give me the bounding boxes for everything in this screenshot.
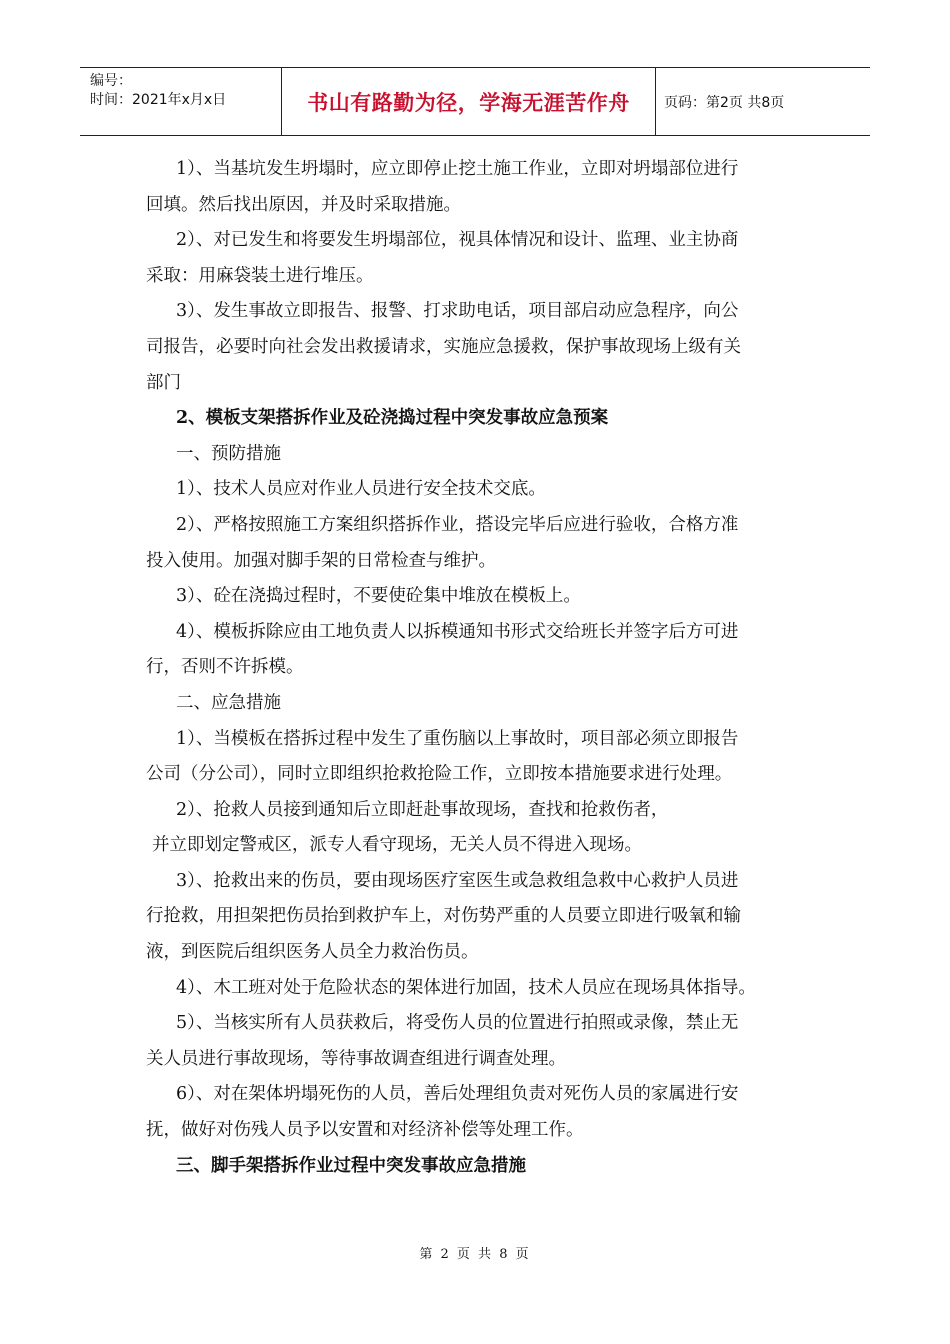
body-text-line: 1）、当基坑发生坍塌时，应立即停止挖土施工作业，立即对坍塌部位进行 — [176, 159, 739, 179]
body-text-line: 部门 — [146, 372, 181, 393]
header-page-info: 页码：第2页 共8页 — [664, 94, 785, 111]
section-heading: 三、脚手架搭拆作业过程中突发事故应急措施 — [176, 1155, 526, 1176]
header-motto: 书山有路勤为径，学海无涯苦作舟 — [282, 68, 656, 135]
body-text-line: 4）、模板拆除应由工地负责人以拆模通知书形式交给班长并签字后方可进 — [176, 621, 739, 642]
body-text-line: 2）、对已发生和将要发生坍塌部位，视具体情况和设计、监理、业主协商 — [176, 230, 739, 251]
body-text-line: 采取：用麻袋装土进行堆压。 — [146, 265, 374, 286]
section-heading: 2、模板支架搭拆作业及砼浇捣过程中突发事故应急预案 — [176, 408, 609, 429]
body-text-line: 2）、严格按照施工方案组织搭拆作业，搭设完毕后应进行验收，合格方准 — [176, 514, 739, 535]
body-text-line: 抚，做好对伤残人员予以安置和对经济补偿等处理工作。 — [146, 1120, 584, 1141]
body-text-line: 6）、对在架体坍塌死伤的人员，善后处理组负责对死伤人员的家属进行安 — [176, 1084, 739, 1105]
document-number-label: 编号： — [90, 73, 132, 89]
body-text-line: 行抢救，用担架把伤员抬到救护车上，对伤势严重的人员要立即进行吸氧和输 — [146, 906, 741, 927]
body-text-line: 公司（分公司），同时立即组织抢救抢险工作，立即按本措施要求进行处理。 — [146, 764, 733, 785]
body-text-line: 5）、当核实所有人员获救后，将受伤人员的位置进行拍照或录像，禁止无 — [176, 1013, 739, 1034]
body-text-line: 司报告，必要时向社会发出救援请求，实施应急援救，保护事故现场上级有关 — [146, 336, 741, 357]
body-text-line: 液，到医院后组织医务人员全力救治伤员。 — [146, 942, 479, 963]
body-text-line: 3）、发生事故立即报告、报警、打求助电话，项目部启动应急程序，向公 — [176, 301, 739, 322]
body-text-line: 1）、技术人员应对作业人员进行安全技术交底。 — [176, 479, 546, 500]
body-text-line: 回填。然后找出原因，并及时采取措施。 — [146, 194, 461, 215]
body-text-line: 并立即划定警戒区，派专人看守现场，无关人员不得进入现场。 — [152, 835, 642, 856]
body-text-line: 3）、砼在浇捣过程时，不要使砼集中堆放在模板上。 — [176, 586, 581, 607]
body-text-line: 二、应急措施 — [176, 692, 281, 713]
document-date: 时间：2021年x月x日 — [90, 92, 227, 108]
body-text-line: 关人员进行事故现场，等待事故调查组进行调查处理。 — [146, 1048, 566, 1069]
page-header — [80, 67, 870, 136]
body-text-line: 3）、抢救出来的伤员，要由现场医疗室医生或急救组急救中心救护人员进 — [176, 870, 739, 891]
body-text-line: 2）、抢救人员接到通知后立即赶赴事故现场，查找和抢救伤者， — [176, 799, 669, 820]
document-body — [146, 152, 811, 1184]
body-text-line: 投入使用。加强对脚手架的日常检查与维护。 — [146, 550, 496, 571]
header-meta — [80, 68, 282, 135]
body-text-line: 1）、当模板在搭拆过程中发生了重伤脑以上事故时，项目部必须立即报告 — [176, 728, 739, 749]
body-text-line: 一、预防措施 — [176, 443, 281, 464]
body-text-line: 行，否则不许拆模。 — [146, 657, 304, 678]
body-text-line: 4）、木工班对处于危险状态的架体进行加固，技术人员应在现场具体指导。 — [176, 977, 756, 998]
page-footer: 第 2 页 共 8 页 — [419, 1247, 531, 1262]
